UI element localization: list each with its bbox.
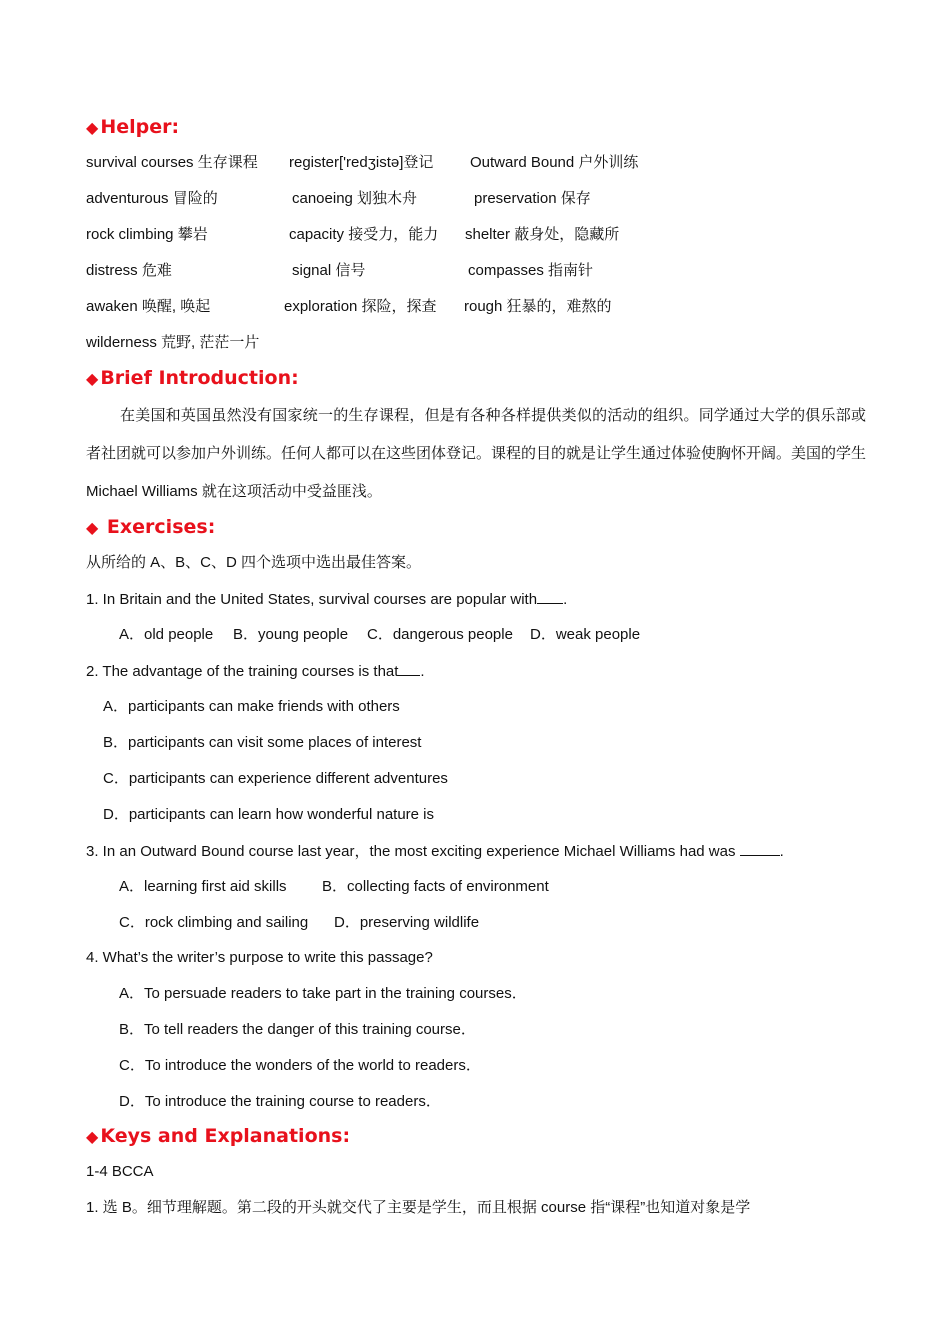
question-stem: 2. The advantage of the training courses is that bbox=[86, 663, 399, 680]
diamond-bullet-icon: ◆ bbox=[86, 518, 99, 537]
question-end: . bbox=[420, 663, 425, 680]
keys-heading bbox=[86, 1124, 350, 1149]
exercise-instruction: 从所给的 A、B、C、D 四个选项中选出最佳答案。 bbox=[86, 554, 422, 571]
option: C．participants can experience different adventures bbox=[103, 770, 448, 787]
option: A．old people bbox=[119, 626, 214, 643]
answer-blank bbox=[740, 841, 780, 856]
option: B．collecting facts of environment bbox=[322, 878, 549, 895]
vocab-item: distress 危难 bbox=[86, 262, 172, 279]
vocab-item: shelter 蔽身处，隐藏所 bbox=[465, 226, 620, 243]
answer-blank bbox=[398, 661, 420, 676]
option: B．participants can visit some places of interest bbox=[103, 734, 422, 751]
option: C．rock climbing and sailing bbox=[119, 914, 309, 931]
intro-paragraph: 在美国和英国虽然没有国家统一的生存课程，但是有各种各样提供类似的活动的组织。同学通过大学的俱乐部或者社团就可以参加户外训练。任何人都可以在这些团体登记。课程的目的就是让学生通过体验使胸怀开阔。美国的学生 Michael Williams 就在这项活动中受益匪浅。 bbox=[86, 407, 867, 500]
helper-title: Helper: bbox=[100, 116, 180, 138]
option: B．young people bbox=[233, 626, 349, 643]
answer-key: 1-4 BCCA bbox=[86, 1163, 154, 1180]
option: D．weak people bbox=[530, 626, 641, 643]
option: D．preserving wildlife bbox=[334, 914, 480, 931]
option: C．dangerous people bbox=[367, 626, 513, 643]
vocab-item: awaken 唤醒, 唤起 bbox=[86, 298, 211, 315]
question-end: . bbox=[563, 591, 568, 608]
question-1 bbox=[86, 589, 567, 610]
option: B．To tell readers the danger of this training course． bbox=[119, 1021, 476, 1038]
option: A．learning first aid skills bbox=[119, 878, 287, 895]
exercises-title: Exercises: bbox=[100, 516, 216, 538]
question-4: 4. What’s the writer’s purpose to write this passage? bbox=[86, 949, 433, 966]
vocab-item: survival courses 生存课程 bbox=[86, 154, 258, 171]
option: C．To introduce the wonders of the world to readers． bbox=[119, 1057, 481, 1074]
vocab-item: wilderness 荒野, 茫茫一片 bbox=[86, 334, 260, 351]
question-end: . bbox=[779, 843, 784, 860]
option: A．To persuade readers to take part in the training courses． bbox=[119, 985, 527, 1002]
diamond-bullet-icon: ◆ bbox=[86, 118, 99, 137]
answer-blank bbox=[537, 589, 563, 604]
question-2 bbox=[86, 661, 425, 682]
vocab-item: preservation 保存 bbox=[474, 190, 591, 207]
explanation-1: 1. 选 B。细节理解题。第二段的开头就交代了主要是学生，而且根据 course 指“课程”也知道对象是学 bbox=[86, 1199, 751, 1216]
question-stem: 3. In an Outward Bound course last year，the most exciting experience Michael Williams had was bbox=[86, 843, 736, 860]
intro-heading bbox=[86, 366, 299, 391]
vocab-item: compasses 指南针 bbox=[468, 262, 594, 279]
exercises-heading bbox=[86, 515, 215, 540]
vocab-item: rock climbing 攀岩 bbox=[86, 226, 208, 243]
intro-title: Brief Introduction: bbox=[100, 367, 299, 389]
vocab-item: capacity 接受力，能力 bbox=[289, 226, 439, 243]
keys-title: Keys and Explanations: bbox=[100, 1125, 351, 1147]
helper-heading bbox=[86, 115, 179, 140]
vocab-item: exploration 探险，探查 bbox=[284, 298, 437, 315]
question-stem: 1. In Britain and the United States, survival courses are popular with bbox=[86, 591, 538, 608]
vocab-item: rough 狂暴的，难熬的 bbox=[464, 298, 612, 315]
diamond-bullet-icon: ◆ bbox=[86, 369, 99, 388]
option: D．To introduce the training course to readers． bbox=[119, 1093, 441, 1110]
vocab-item: adventurous 冒险的 bbox=[86, 190, 218, 207]
option: A．participants can make friends with others bbox=[103, 698, 400, 715]
question-3 bbox=[86, 841, 784, 862]
vocab-item: canoeing 划独木舟 bbox=[292, 190, 418, 207]
vocab-item: signal 信号 bbox=[292, 262, 366, 279]
option: D．participants can learn how wonderful nature is bbox=[103, 806, 435, 823]
diamond-bullet-icon: ◆ bbox=[86, 1127, 99, 1146]
vocab-item: register['redʒistə]登记 bbox=[289, 154, 434, 171]
vocab-item: Outward Bound 户外训练 bbox=[470, 154, 639, 171]
